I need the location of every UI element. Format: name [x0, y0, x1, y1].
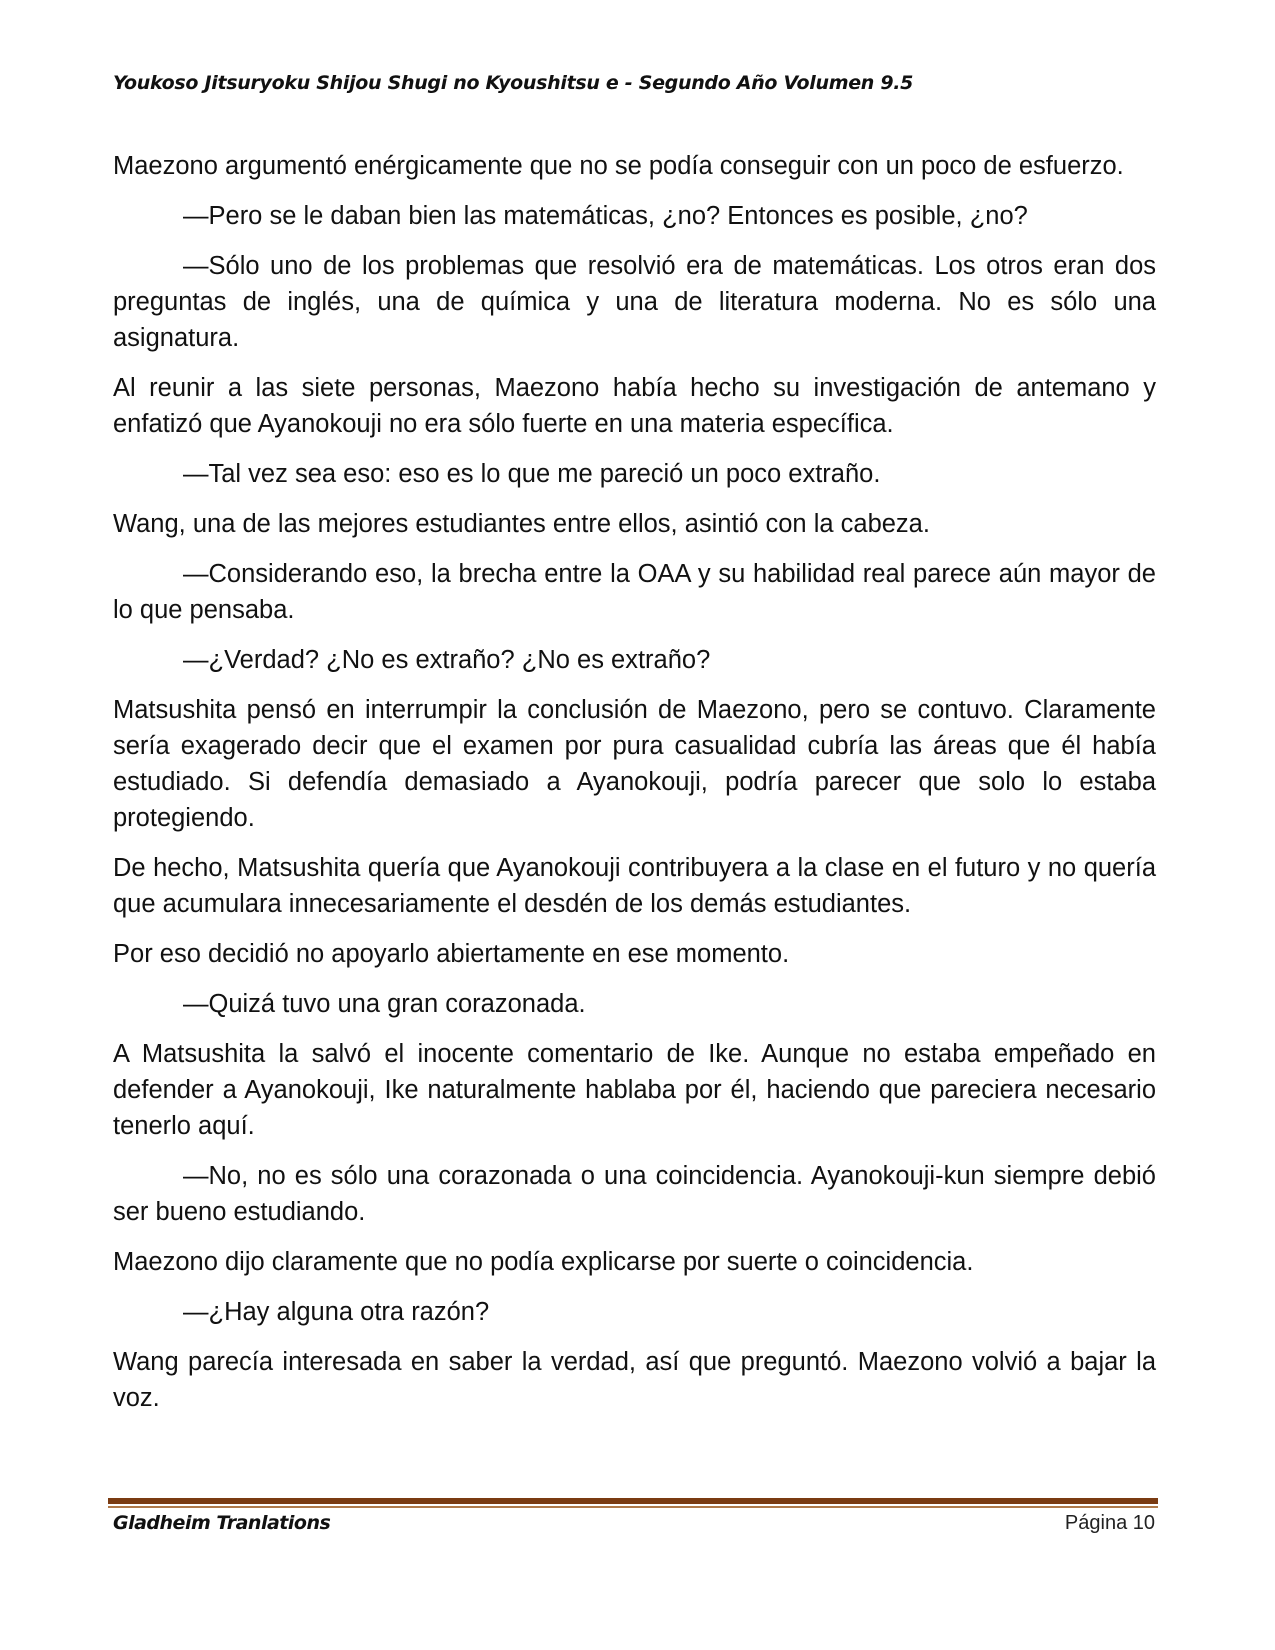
page-number: Página 10 [1064, 1512, 1155, 1534]
paragraph: De hecho, Matsushita quería que Ayanokouji contribuyera a la clase en el futuro y no quería que acumulara innecesariamente el desdén de los demás estudiantes. [113, 854, 1156, 918]
dialogue-paragraph: —Sólo uno de los problemas que resolvió era de matemáticas. Los otros eran dos preguntas de inglés, una de química y una de literatura moderna. No es sólo una asignatura. [113, 252, 1156, 352]
dialogue-paragraph: —Tal vez sea eso: eso es lo que me pareció un poco extraño. [183, 460, 881, 488]
dialogue-paragraph: —No, no es sólo una corazonada o una coincidencia. Ayanokouji-kun siempre debió ser bueno estudiando. [113, 1162, 1156, 1226]
paragraph: Al reunir a las siete personas, Maezono había hecho su investigación de antemano y enfatizó que Ayanokouji no era sólo fuerte en una materia específica. [113, 374, 1156, 438]
paragraph: A Matsushita la salvó el inocente comentario de Ike. Aunque no estaba empeñado en defender a Ayanokouji, Ike naturalmente hablaba por él, haciendo que pareciera necesario tenerlo aquí. [113, 1040, 1156, 1140]
paragraph: Por eso decidió no apoyarlo abiertamente en ese momento. [113, 940, 790, 968]
paragraph: Maezono dijo claramente que no podía explicarse por suerte o coincidencia. [113, 1248, 974, 1276]
paragraph: Wang, una de las mejores estudiantes entre ellos, asintió con la cabeza. [113, 510, 930, 538]
running-header: Youkoso Jitsuryoku Shijou Shugi no Kyoushitsu e - Segundo Año Volumen 9.5 [113, 72, 914, 94]
dialogue-paragraph: —Quizá tuvo una gran corazonada. [183, 990, 586, 1018]
page-body [113, 148, 1156, 1430]
paragraph: Matsushita pensó en interrumpir la conclusión de Maezono, pero se contuvo. Claramente sería exagerado decir que el examen por pura casualidad cubría las áreas que él había estudiado. Si defendía demasiado a Ayanokouji, podría parecer que solo lo estaba protegiendo. [113, 696, 1156, 832]
paragraph: Wang parecía interesada en saber la verdad, así que preguntó. Maezono volvió a bajar la voz. [113, 1348, 1156, 1412]
dialogue-paragraph: —¿Hay alguna otra razón? [183, 1298, 490, 1326]
footer-rule [108, 1498, 1158, 1504]
dialogue-paragraph: —¿Verdad? ¿No es extraño? ¿No es extraño? [183, 646, 711, 674]
dialogue-paragraph: —Pero se le daban bien las matemáticas, ¿no? Entonces es posible, ¿no? [183, 202, 1028, 230]
footer-credit: Gladheim Tranlations [113, 1512, 331, 1534]
paragraph: Maezono argumentó enérgicamente que no se podía conseguir con un poco de esfuerzo. [113, 152, 1124, 180]
footer-rule-thin [108, 1506, 1158, 1508]
dialogue-paragraph: —Considerando eso, la brecha entre la OAA y su habilidad real parece aún mayor de lo que pensaba. [113, 560, 1156, 624]
